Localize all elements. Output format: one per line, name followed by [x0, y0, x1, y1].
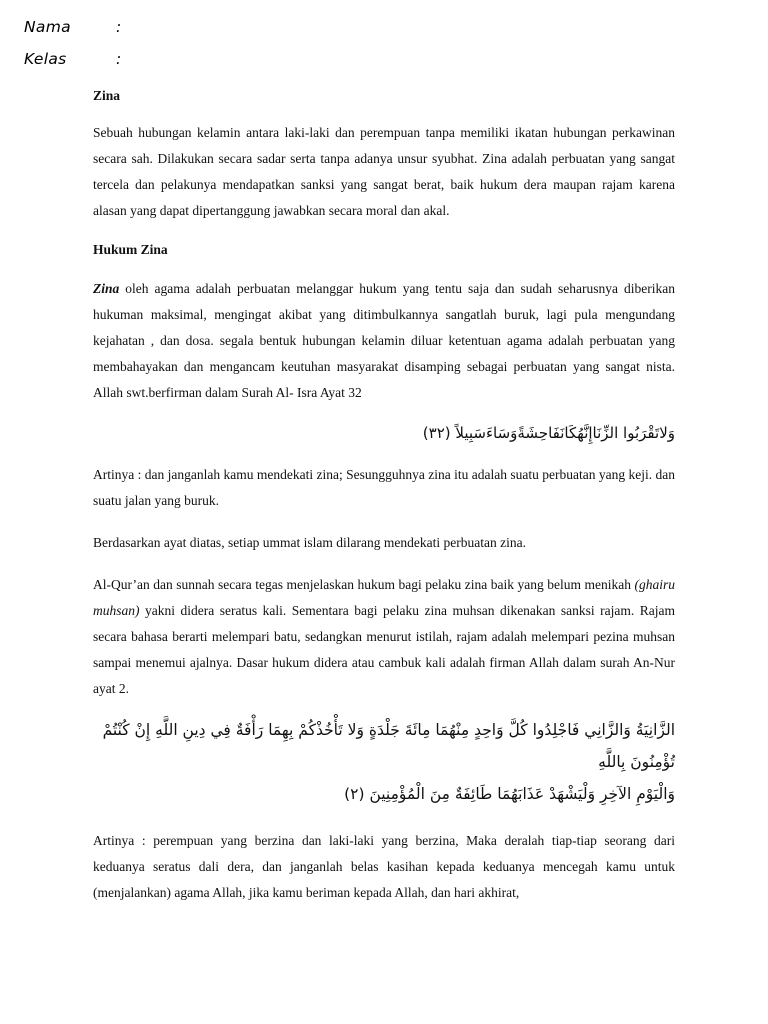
nama-colon: : [116, 18, 122, 36]
paragraph-hukum [93, 276, 675, 406]
ayat-an-nur-line2: وَالْيَوْمِ الآخِرِ وَلْيَشْهَدْ عَذَابَهُمَا طَائِفَةٌ مِنَ الْمُؤْمِنِينَ (٢) [344, 785, 675, 803]
kelas-label: Kelas [24, 50, 67, 68]
paragraph-quran-sunnah [93, 572, 675, 702]
ayat-al-isra-32: وَلاتَقْرَبُوا الزِّنَاإِنَّهُكَانَفَاحِشَةًوَسَاءَسَبِيلاً (٣٢) [422, 424, 675, 442]
nama-label: Nama [24, 18, 71, 36]
zina-lead: Zina [93, 281, 120, 296]
heading-zina: Zina [93, 88, 121, 103]
para4-after: yakni didera seratus kali. Sementara bagi pelaku zina muhsan dikenakan sanksi rajam. Rajam secara bahasa berarti melempari batu, sedangkan menurut istilah, rajam adalah melempari pezina muhsan sampai menemui ajalnya. Dasar hukum didera atau cambuk kali adalah firman Allah dalam surah An-Nur ayat 2. [93, 603, 675, 696]
para4-before: Al-Qur’an dan sunnah secara tegas menjelaskan hukum bagi pelaku zina baik yang belum menikah [93, 577, 635, 592]
nama-field [24, 18, 122, 36]
heading-hukum-zina: Hukum Zina [93, 242, 168, 257]
paragraph-definition: Sebuah hubungan kelamin antara laki-laki dan perempuan tanpa memiliki ikatan hubungan perkawinan secara sah. Dilakukan secara sadar serta tanpa adanya unsur syubhat. Zina adalah perbuatan yang sangat tercela dan pelakunya mendapatkan sanksi yang sangat berat, baik hukum dera maupan rajam karena alasan yang dapat dipertanggung jawabkan secara moral dan akal. [93, 125, 675, 218]
paragraph-hukum-text: oleh agama adalah perbuatan melanggar hukum yang tentu saja dan sudah seharusnya diberikan hukuman maksimal, mengingat akibat yang ditimbulkannya sangatlah buruk, lagi pula mengundang kejahatan , dan dosa. segala bentuk hubungan kelamin diluar ketentuan agama adalah perbuatan yang membahayakan dan mengancam keutuhan masyarakat disamping sebagai perbuatan yang sangat nista. Allah swt.berfirman dalam Surah Al- Isra Ayat 32 [93, 281, 675, 400]
ghairu-muhsan: (ghairu muhsan) [93, 577, 675, 618]
artinya-al-isra: Artinya : dan janganlah kamu mendekati zina; Sesungguhnya zina itu adalah suatu perbuatan yang keji. dan suatu jalan yang buruk. [93, 467, 675, 508]
paragraph-larangan: Berdasarkan ayat diatas, setiap ummat islam dilarang mendekati perbuatan zina. [93, 535, 526, 550]
kelas-field [24, 50, 122, 68]
ayat-an-nur-2 [93, 714, 675, 810]
artinya-an-nur: Artinya : perempuan yang berzina dan laki-laki yang berzina, Maka deralah tiap-tiap seorang dari keduanya seratus dali dera, dan janganlah belas kasihan kepada keduanya mencegah kamu untuk (menjalankan) agama Allah, jika kamu beriman kepada Allah, dan hari akhirat, [93, 833, 675, 900]
kelas-colon: : [116, 50, 122, 68]
ayat-an-nur-line1: الزَّانِيَةُ وَالزَّانِي فَاجْلِدُوا كُلَّ وَاحِدٍ مِنْهُمَا مِائَةَ جَلْدَةٍ وَلا تَأْخُذْكُمْ بِهِمَا رَأْفَةٌ فِي دِينِ اللَّهِ إِنْ كُنْتُمْ تُؤْمِنُونَ بِاللَّهِ [102, 721, 675, 771]
document-body [93, 84, 675, 906]
